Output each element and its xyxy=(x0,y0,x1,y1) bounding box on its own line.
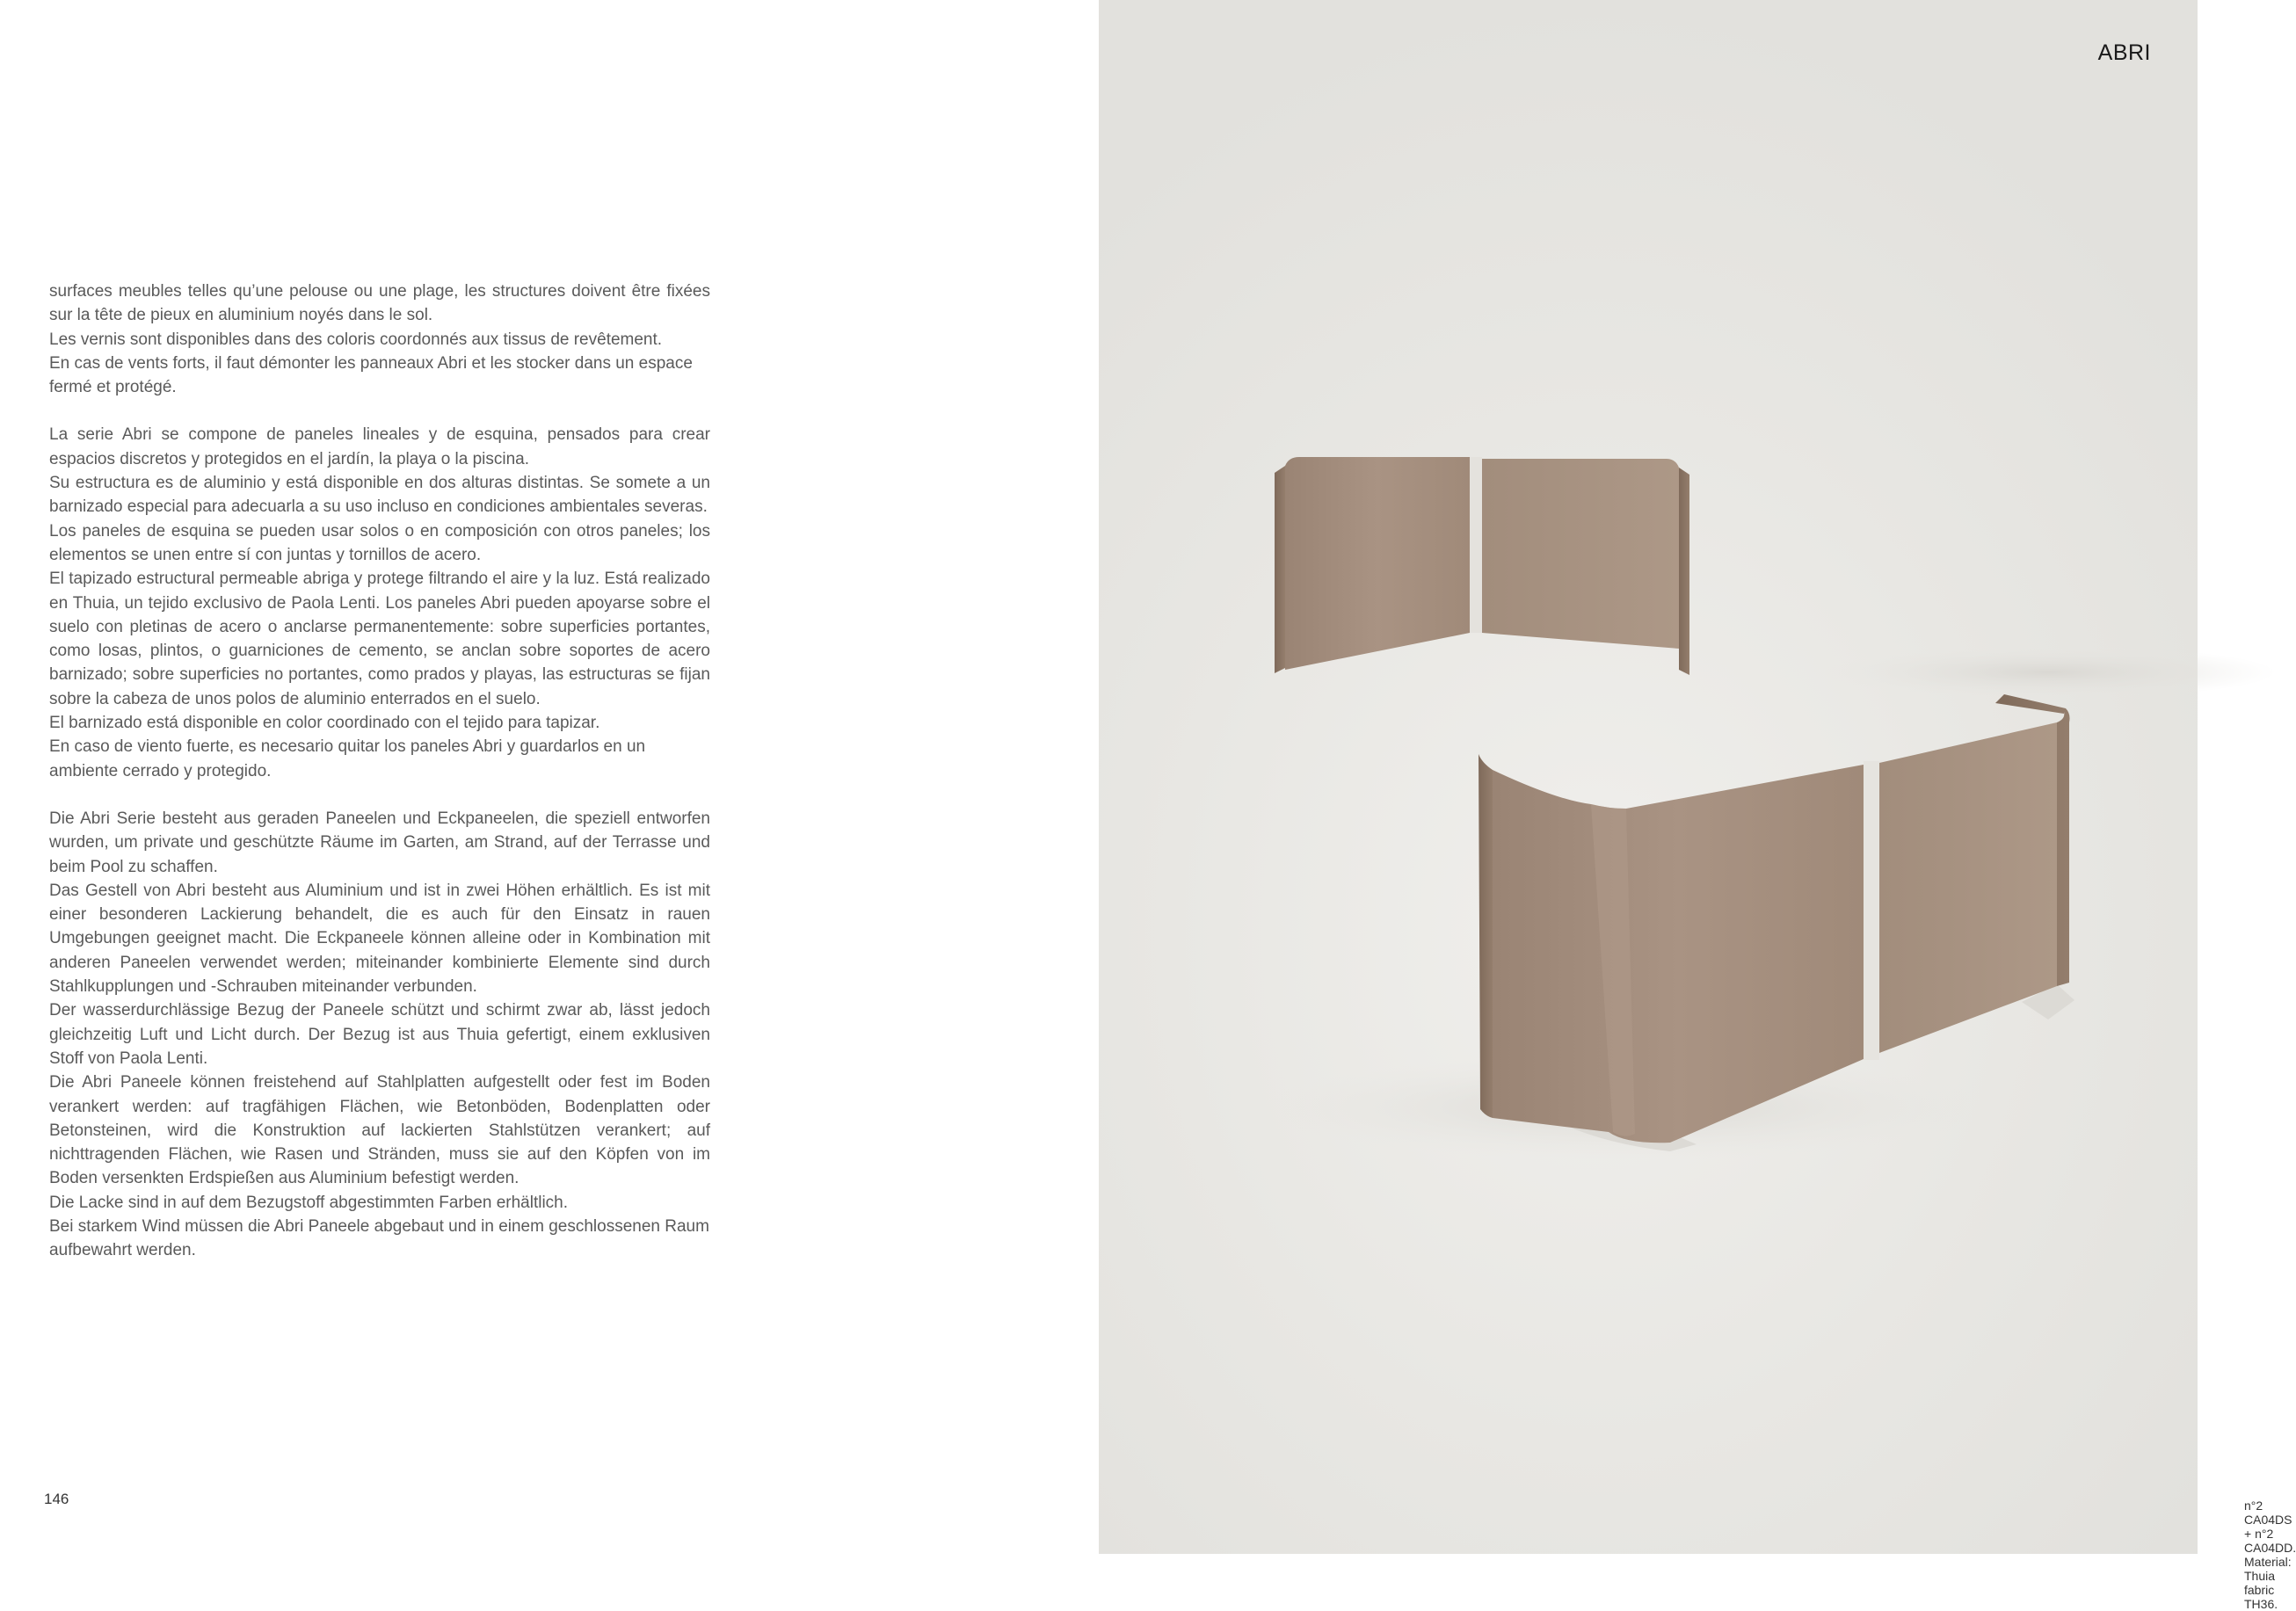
right-page xyxy=(1099,0,2296,1611)
paragraph-es-6: En caso de viento fuerte, es necesario quitar los paneles Abri y guardarlos en un ambiente cerrado y protegido. xyxy=(49,737,646,780)
paragraph-es-5: El barnizado está disponible en color coordinado con el tejido para tapizar. xyxy=(49,714,600,733)
paragraph-es-1: La serie Abri se compone de paneles lineales y de esquina, pensados para crear espacios discretos y protegidos en el jardín, la playa o la piscina. xyxy=(49,425,710,468)
paragraph-fr-3: En cas de vents forts, il faut démonter les panneaux Abri et les stocker dans un espace fermé et protégé. xyxy=(49,353,693,397)
body-text xyxy=(49,279,710,1263)
paragraph-de-5: Die Lacke sind in auf dem Bezugstoff abgestimmten Farben erhältlich. xyxy=(49,1193,569,1212)
paragraph-es-2: Su estructura es de aluminio y está disponible en dos alturas distintas. Se somete a un barnizado especial para adecuarla a su uso incluso en condiciones ambientales severas. xyxy=(49,474,710,517)
paragraph-de-3: Der wasserdurchlässige Bezug der Paneele schützt und schirmt zwar ab, lässt jedoch gleichzeitig Luft und Licht durch. Der Bezug ist aus Thuia gefertigt, einem exklusiven Stoff von Paola Lenti. xyxy=(49,1001,710,1068)
front-panels xyxy=(1257,694,2074,1160)
section-title: ABRI xyxy=(2097,40,2151,65)
left-page xyxy=(0,0,1099,1554)
paragraph-de-2: Das Gestell von Abri besteht aus Aluminium und ist in zwei Höhen erhältlich. Es ist mit einer besonderen Lackierung behandelt, die es auch für den Einsatz in rauen Umgebungen geeignet macht. Die Eckpaneele können alleine oder in Kombination mit anderen Paneelen verwendet werden; miteinander kombinierte Elemente sind durch Stahlkupplungen und -Schrauben miteinander verbunden. xyxy=(49,881,710,997)
paragraph-fr-2: Les vernis sont disponibles dans des coloris coordonnés aux tissus de revêtement. xyxy=(49,330,663,349)
photo-caption: n°2 CA04DS + n°2 CA04DD. Material: Thuia fabric TH36. xyxy=(2244,1499,2296,1611)
abri-panels-photo xyxy=(1099,0,2198,1554)
back-panels xyxy=(1275,457,2277,699)
page-number: 146 xyxy=(44,1491,69,1507)
paragraph-es-4: El tapizado estructural permeable abriga y protege filtrando el aire y la luz. Está realizado en Thuia, un tejido exclusivo de Paola Lenti. Los paneles Abri pueden apoyarse sobre el suelo con pletinas de acero o anclarse permanentemente: sobre superficies portantes, como losas, plintos, o guarniciones de cemento, se anclan sobre soportes de acero barnizado; sobre superficies no portantes, como prados y playas, las estructuras se fijan sobre la cabeza de unos polos de aluminio enterrados en el suelo. xyxy=(49,570,710,708)
paragraph-de-1: Die Abri Serie besteht aus geraden Paneelen und Eckpaneelen, die speziell entworfen wurden, um private und geschützte Räume im Garten, am Strand, auf der Terrasse und beim Pool zu schaffen. xyxy=(49,809,710,876)
paragraph-es-3: Los paneles de esquina se pueden usar solos o en composición con otros paneles; los elementos se unen entre sí con juntas y tornillos de acero. xyxy=(49,521,710,564)
paragraph-de-6: Bei starkem Wind müssen die Abri Paneele abgebaut und in einem geschlossenen Raum aufbewahrt werden. xyxy=(49,1216,709,1260)
paragraph-fr-1: surfaces meubles telles qu’une pelouse ou une plage, les structures doivent être fixées sur la tête de pieux en aluminium noyés dans le sol. xyxy=(49,282,710,325)
paragraph-de-4: Die Abri Paneele können freistehend auf Stahlplatten aufgestellt oder fest im Boden verankert werden: auf tragfähigen Flächen, wie Betonböden, Bodenplatten oder Betonsteinen, wird die Konstruktion auf lackierten Stahlstützen verankert; auf nichttragenden Flächen, wie Rasen und Stränden, muss sie auf den Köpfen von im Boden versenkten Erdspießen aus Aluminium befestigt werden. xyxy=(49,1073,710,1188)
